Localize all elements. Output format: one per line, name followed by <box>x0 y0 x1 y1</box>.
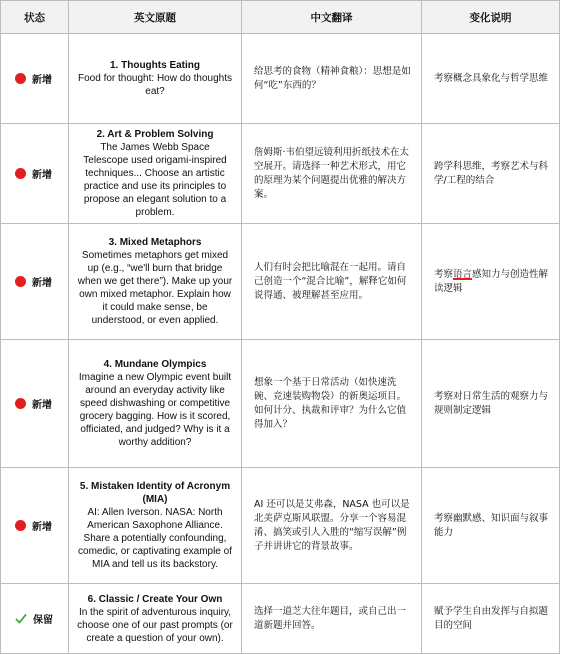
english-cell <box>69 584 242 654</box>
note-marked-text: 语言 <box>453 268 473 280</box>
status-cell <box>1 34 69 124</box>
red-dot-icon <box>15 276 26 287</box>
status-label: 新增 <box>32 75 52 86</box>
notes-cell: 考察幽默感、知识面与叙事能力 <box>422 468 560 584</box>
table-header-row <box>1 1 560 34</box>
prompt-title: 3. Mixed Metaphors <box>108 237 202 248</box>
prompt-title: 5. Mistaken Identity of Acronym (MIA) <box>79 481 231 505</box>
status-cell <box>1 340 69 468</box>
prompt-title: 1. Thoughts Eating <box>110 60 200 71</box>
note-prefix: 考察 <box>434 268 454 280</box>
prompt-english: Sometimes metaphors get mixed up (e.g., “we'll burn that bridge when we get there”). Make up your own mixed metaphor. Explain how it could make sense, be understood, or even applied. <box>77 250 233 326</box>
header-english: 英文原题 <box>69 1 242 34</box>
check-icon <box>15 613 27 625</box>
red-dot-icon <box>15 398 26 409</box>
english-cell <box>69 340 242 468</box>
prompt-title: 4. Mundane Olympics <box>103 359 207 370</box>
chinese-cell: AI 还可以是艾弗森，NASA 也可以是北美萨克斯风联盟。分享一个容易混淆、搞笑或引人入胜的“缩写误解”例子并讲讲它的背景故事。 <box>242 468 422 584</box>
english-cell <box>69 468 242 584</box>
status-label: 保留 <box>33 615 53 626</box>
prompt-english: The James Webb Space Telescope used origami-inspired techniques... Choose an artistic practice and use its principles to propose an elegant solution to a problem. <box>83 142 227 218</box>
notes-cell: 跨学科思维，考察艺术与科学/工程的结合 <box>422 124 560 224</box>
notes-cell: 考察概念具象化与哲学思维 <box>422 34 560 124</box>
chinese-cell: 詹姆斯·韦伯望远镜利用折纸技术在太空展开。请选择一种艺术形式，用它的原理为某个问题提出优雅的解决方案。 <box>242 124 422 224</box>
red-dot-icon <box>15 168 26 179</box>
chinese-cell: 选择一道芝大往年题目，或自己出一道新题并回答。 <box>242 584 422 654</box>
notes-cell: 赋予学生自由发挥与自拟题目的空间 <box>422 584 560 654</box>
header-chinese: 中文翻译 <box>242 1 422 34</box>
prompt-english: In the spirit of adventurous inquiry, choose one of our past prompts (or create a question of your own). <box>77 606 233 644</box>
table-row <box>1 34 560 124</box>
prompt-english: AI: Allen Iverson. NASA: North American Saxophone Alliance. Share a potentially confounding, comedic, or captivating example of MIA and tell us its backstory. <box>78 507 232 570</box>
english-cell <box>69 124 242 224</box>
header-status: 状态 <box>1 1 69 34</box>
status-label: 新增 <box>32 278 52 289</box>
english-cell <box>69 224 242 340</box>
notes-cell <box>422 224 560 340</box>
red-dot-icon <box>15 73 26 84</box>
prompt-title: 2. Art & Problem Solving <box>96 129 214 140</box>
status-cell <box>1 584 69 654</box>
prompt-title: 6. Classic / Create Your Own <box>87 593 223 605</box>
chinese-cell: 给思考的食物（精神食粮）：思想是如何“吃”东西的？ <box>242 34 422 124</box>
status-cell <box>1 224 69 340</box>
status-label: 新增 <box>32 170 52 181</box>
note-suffix: 感知力与创造性解读逻辑 <box>434 268 549 294</box>
table-row <box>1 468 560 584</box>
english-cell <box>69 34 242 124</box>
status-cell <box>1 468 69 584</box>
prompt-english: Food for thought: How do thoughts eat? <box>78 73 232 97</box>
table-row <box>1 124 560 224</box>
chinese-cell: 人们有时会把比喻混在一起用。请自己创造一个“混合比喻”，解释它如何说得通、被理解甚至应用。 <box>242 224 422 340</box>
table-row <box>1 340 560 468</box>
status-cell <box>1 124 69 224</box>
table-row <box>1 584 560 654</box>
header-notes: 变化说明 <box>422 1 560 34</box>
notes-cell: 考察对日常生活的观察力与规则制定逻辑 <box>422 340 560 468</box>
chinese-cell: 想象一个基于日常活动（如快速洗碗、竞速装购物袋）的新奥运项目。如何计分、执裁和评审？为什么它值得加入？ <box>242 340 422 468</box>
table-row <box>1 224 560 340</box>
prompt-english: Imagine a new Olympic event built around an everyday activity like speed dishwashing or competitive grocery bagging. How is it scored, officiated, and judged? Why is it a worthy addition? <box>78 372 232 448</box>
status-label: 新增 <box>32 400 52 411</box>
red-dot-icon <box>15 520 26 531</box>
status-label: 新增 <box>32 522 52 533</box>
